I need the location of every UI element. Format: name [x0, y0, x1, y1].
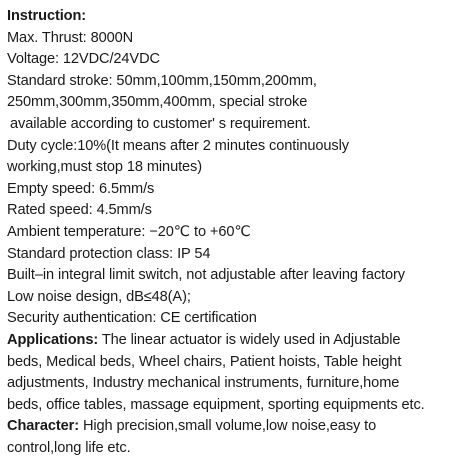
spec-rated-speed: Rated speed: 4.5mm/s	[7, 202, 152, 219]
spec-standard-stroke-cont: 250mm,300mm,350mm,400mm, special stroke	[7, 94, 308, 111]
spec-standard-stroke-note: available according to customer' s requirement.	[10, 115, 311, 132]
character-line-2: control,long life etc.	[7, 439, 131, 456]
spec-duty-cycle-cont: working,must stop 18 minutes)	[7, 159, 203, 176]
character-text: High precision,small volume,low noise,easy to	[79, 418, 377, 435]
applications-label: Applications:	[7, 331, 99, 348]
applications-line-1	[7, 330, 447, 352]
applications-line-3: adjustments, Industry mechanical instruments, furniture,home	[7, 375, 400, 392]
applications-text: The linear actuator is widely used in Adjustable	[98, 331, 401, 348]
spec-protection-class: Standard protection class: IP 54	[7, 245, 211, 262]
spec-duty-cycle: Duty cycle:10%(It means after 2 minutes continuously	[7, 137, 349, 154]
applications-line-4: beds, office tables, massage equipment, sporting equipments etc.	[7, 396, 425, 413]
spec-low-noise: Low noise design, dB≤48(A);	[7, 288, 191, 305]
spec-document	[7, 6, 447, 459]
spec-max-thrust: Max. Thrust: 8000N	[7, 29, 134, 46]
character-label: Character:	[7, 418, 79, 435]
spec-voltage: Voltage: 12VDC/24VDC	[7, 51, 160, 68]
spec-empty-speed: Empty speed: 6.5mm/s	[7, 180, 155, 197]
applications-line-2: beds, Medical beds, Wheel chairs, Patient hoists, Table height	[7, 353, 402, 370]
character-line-1	[7, 416, 447, 438]
spec-ambient-temperature: Ambient temperature: −20℃ to +60℃	[7, 223, 251, 240]
spec-standard-stroke: Standard stroke: 50mm,100mm,150mm,200mm,	[7, 72, 317, 89]
spec-security-authentication: Security authentication: CE certification	[7, 310, 257, 327]
spec-limit-switch: Built–in integral limit switch, not adjustable after leaving factory	[7, 267, 405, 284]
instruction-heading: Instruction:	[7, 8, 87, 24]
